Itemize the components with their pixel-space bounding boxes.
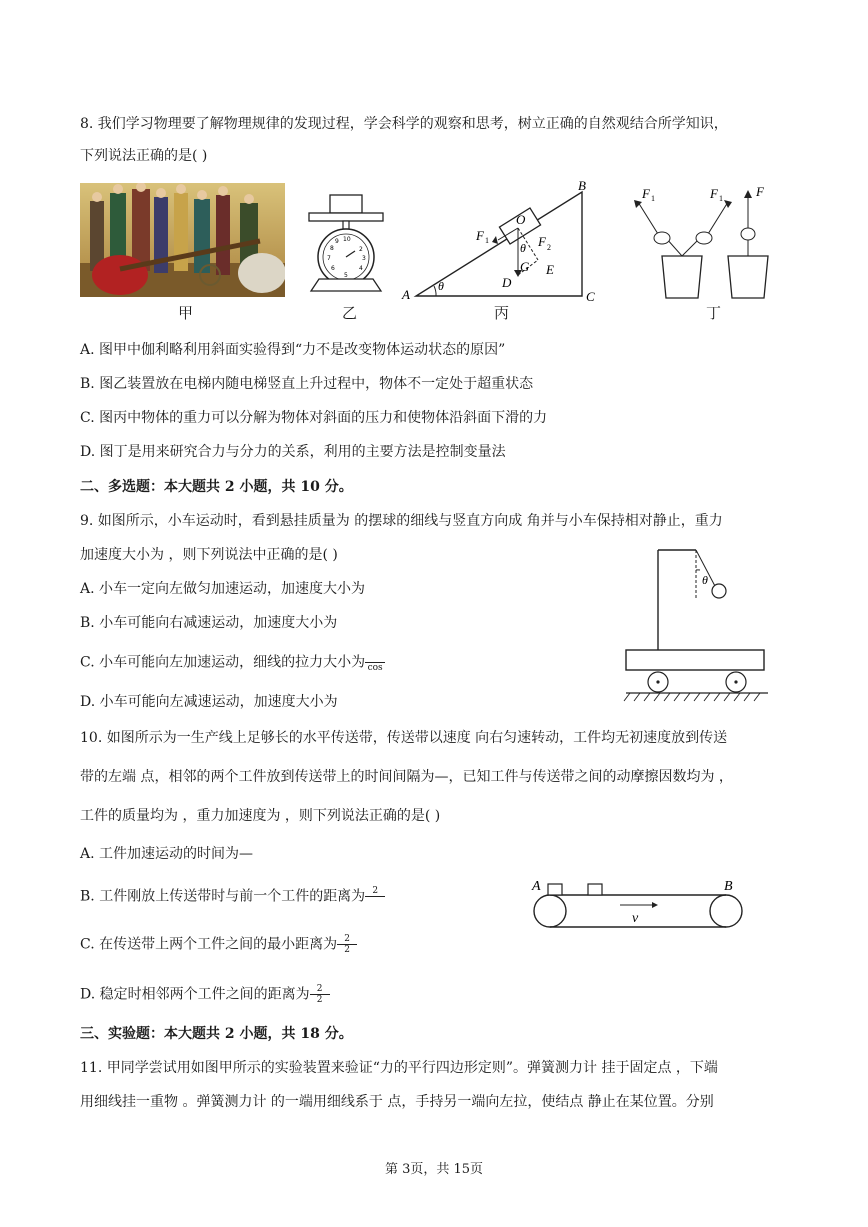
label-conveyor-B: B (724, 879, 733, 894)
svg-text:5: 5 (344, 272, 348, 279)
svg-text:7: 7 (327, 255, 331, 262)
q9-stem-line1: 9. 如图所示，小车运动时，看到悬挂质量为 的摆球的细线与竖直方向成 角并与小车保持相对静止，重力 (80, 513, 723, 529)
conveyor-belt-figure (526, 874, 748, 934)
label-F1-sub: 1 (485, 236, 489, 245)
q10-option-d-text: D. 稳定时相邻两个工件之间的距离为 (80, 986, 310, 1003)
q9-option-a: A. 小车一定向左做匀加速运动，加速度大小为 (80, 581, 366, 597)
svg-text:3: 3 (362, 255, 366, 262)
q11-stem-line2: 用细线挂一重物 。弹簧测力计 的一端用细线系于 点，手持另一端向左拉，使结点 静止在某位置。分别 (80, 1094, 714, 1110)
q9-option-c (80, 652, 385, 673)
q9-option-c-text: C. 小车可能向左加速运动，细线的拉力大小为 (80, 654, 366, 671)
q10-option-d-den: 2 (316, 995, 323, 1005)
q10-stem-line3: 工件的质量均为 ，重力加速度为 ，则下列说法正确的是( ) (80, 808, 441, 824)
svg-text:9: 9 (335, 238, 339, 245)
scale-figure (305, 193, 387, 295)
q8-stem-line2: 下列说法正确的是( ) (80, 148, 208, 164)
fig-label-yi: 乙 (342, 304, 358, 322)
label-F2-sub: 2 (547, 243, 551, 252)
label-F1-right-sub: 1 (719, 194, 723, 203)
q10-stem-line1: 10. 如图所示为一生产线上足够长的水平传送带，传送带以速度 向右匀速转动，工件均无初速度放到传送 (80, 730, 728, 746)
label-theta-base: θ (438, 279, 444, 293)
incline-figure (398, 180, 602, 305)
label-theta: θ (702, 573, 708, 587)
q10-option-d-exp: 2 (310, 984, 330, 995)
label-E: E (546, 262, 554, 277)
q10-option-b-fraction (365, 886, 385, 907)
q8-option-d: D. 图丁是用来研究合力与分力的关系，利用的主要方法是控制变量法 (80, 444, 506, 460)
label-F2: F (538, 234, 546, 249)
q9-option-d: D. 小车可能向左减速运动，加速度大小为 (80, 694, 338, 710)
label-O: O (516, 212, 526, 227)
q10-option-c-exp: 2 (337, 934, 357, 945)
q8-stem-line1: 8. 我们学习物理要了解物理规律的发现过程，学会科学的观察和思考，树立正确的自然观结合所学知识， (80, 116, 728, 132)
label-F: F (756, 184, 764, 199)
section-multi-choice: 二、多选题：本大题共 2 小题，共 10 分。 (80, 479, 353, 495)
q10-option-b-text: B. 工件刚放上传送带时与前一个工件的距离为 (80, 888, 366, 905)
svg-text:8: 8 (330, 245, 334, 252)
label-D: D (502, 275, 512, 290)
label-F1: F (476, 228, 484, 243)
galileo-painting (80, 183, 285, 297)
label-C: C (586, 289, 595, 304)
label-theta-top: θ (520, 241, 526, 255)
q8-option-c: C. 图丙中物体的重力可以分解为物体对斜面的压力和使物体沿斜面下滑的力 (80, 410, 548, 426)
q10-option-d-fraction (310, 984, 330, 1005)
svg-text:6: 6 (331, 265, 335, 272)
q10-option-b-exp: 2 (365, 886, 385, 897)
cos-label: cos (367, 663, 383, 673)
svg-text:4: 4 (359, 265, 363, 272)
label-G: G (520, 259, 530, 274)
svg-text:2: 2 (359, 246, 363, 253)
label-conveyor-A: A (532, 879, 541, 894)
label-A: A (402, 287, 410, 302)
q10-option-c-text: C. 在传送带上两个工件之间的最小距离为 (80, 936, 338, 953)
label-F1-left-sub: 1 (651, 194, 655, 203)
buckets-figure (624, 180, 784, 302)
fig-label-jia: 甲 (178, 304, 194, 322)
q11-stem-line1: 11. 甲同学尝试用如图甲所示的实验装置来验证“力的平行四边形定则”。弹簧测力计 挂于固定点 ，下端 (80, 1060, 718, 1076)
page-footer: 第 3页，共 15页 (384, 1162, 484, 1177)
q10-option-c-fraction (337, 934, 357, 955)
cart-pendulum-figure (620, 540, 770, 706)
label-F1-right: F (710, 186, 718, 201)
q9-stem-line2: 加速度大小为 ，则下列说法中正确的是( ) (80, 547, 338, 563)
q8-option-a: A. 图甲中伽利略利用斜面实验得到“力不是改变物体运动状态的原因” (80, 342, 506, 358)
q8-option-b: B. 图乙装置放在电梯内随电梯竖直上升过程中，物体不一定处于超重状态 (80, 376, 534, 392)
q10-option-c-den: 2 (344, 945, 350, 955)
q10-option-c (80, 934, 357, 955)
q10-option-b (80, 886, 385, 907)
q10-option-d (80, 984, 330, 1005)
q10-stem-line2: 带的左端 点，相邻的两个工件放到传送带上的时间间隔为—，已知工件与传送带之间的动摩擦因数均为 ， (80, 769, 733, 785)
label-B: B (578, 180, 586, 193)
svg-text:10: 10 (343, 236, 351, 243)
section-experiment: 三、实验题：本大题共 2 小题，共 18 分。 (80, 1026, 353, 1042)
q9-option-c-fraction (365, 652, 385, 673)
q10-option-a: A. 工件加速运动的时间为— (80, 846, 254, 862)
label-F1-left: F (642, 186, 650, 201)
fig-label-bing: 丙 (494, 304, 510, 322)
label-velocity: v (632, 911, 639, 926)
q9-option-b: B. 小车可能向右减速运动，加速度大小为 (80, 615, 338, 631)
fig-label-ding: 丁 (706, 304, 722, 322)
